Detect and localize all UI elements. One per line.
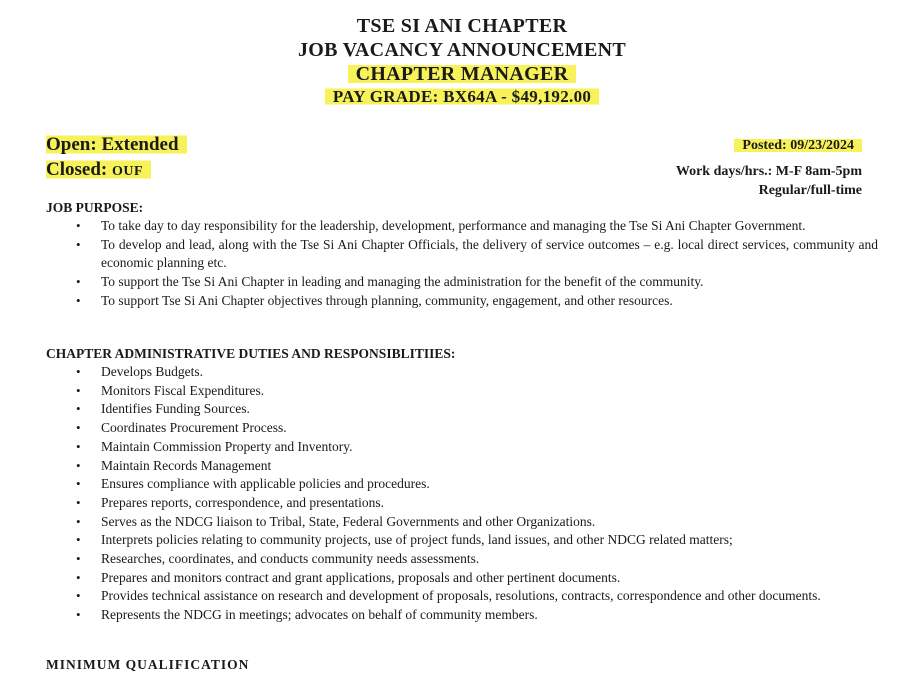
- document-header: [0, 14, 924, 108]
- closed-label: Closed:: [46, 159, 108, 180]
- open-value: Extended: [101, 134, 179, 155]
- closed-status: [46, 159, 151, 180]
- duties-section: [46, 345, 878, 625]
- list-item: • Prepares and monitors contract and grant applications, proposals and other pertinent documents.: [101, 569, 878, 588]
- open-label: Open:: [46, 134, 97, 155]
- work-days-hours: Work days/hrs.: M-F 8am-5pm: [675, 164, 862, 179]
- list-item: • Serves as the NDCG liaison to Tribal, State, Federal Governments and other Organizations.: [101, 513, 878, 532]
- list-item: • Researches, coordinates, and conducts community needs assessments.: [101, 550, 878, 569]
- list-item: • Coordinates Procurement Process.: [101, 419, 878, 438]
- closed-value: OUF: [111, 164, 144, 179]
- vacancy-status: [46, 132, 187, 184]
- list-item: • Maintain Commission Property and Inventory.: [101, 438, 878, 457]
- minimum-qualification-title: MINIMUM QUALIFICATION: [46, 657, 250, 672]
- announcement-title: JOB VACANCY ANNOUNCEMENT: [298, 39, 626, 61]
- job-purpose-title: JOB PURPOSE:: [46, 200, 144, 215]
- job-purpose-section: [46, 199, 878, 311]
- list-item: • Develops Budgets.: [101, 363, 878, 382]
- list-item: • Ensures compliance with applicable policies and procedures.: [101, 475, 878, 494]
- open-status: [46, 134, 187, 155]
- list-item: • Represents the NDCG in meetings; advocates on behalf of community members.: [101, 606, 878, 625]
- duties-title: CHAPTER ADMINISTRATIVE DUTIES AND RESPONSIBLITIIES:: [46, 346, 456, 361]
- list-item: • To develop and lead, along with the Tse Si Ani Chapter Officials, the delivery of service outcomes – e.g. local direct services, community and economic planning etc.: [101, 236, 878, 273]
- list-item: • To support Tse Si Ani Chapter objectives through planning, community, engagement, and other resources.: [101, 292, 878, 311]
- position-title: CHAPTER MANAGER: [348, 63, 577, 85]
- list-item: • Interprets policies relating to community projects, use of project funds, land issues, and other NDCG related matters;: [101, 531, 878, 550]
- posted-date: Posted: 09/23/2024: [734, 138, 862, 153]
- posting-info: [676, 136, 862, 200]
- duties-list: [46, 363, 878, 625]
- employment-type: Regular/full-time: [758, 183, 862, 198]
- list-item: • To take day to day responsibility for the leadership, development, performance and managing the Tse Si Ani Chapter Government.: [101, 217, 878, 236]
- list-item: • Provides technical assistance on research and development of proposals, resolutions, contracts, correspondence and other documents.: [101, 587, 878, 606]
- list-item: • Prepares reports, correspondence, and presentations.: [101, 494, 878, 513]
- job-purpose-list: [46, 217, 878, 311]
- chapter-name: TSE SI ANI CHAPTER: [356, 15, 568, 37]
- pay-grade: PAY GRADE: BX64A - $49,192.00: [325, 87, 599, 106]
- list-item: • To support the Tse Si Ani Chapter in leading and managing the administration for the benefit of the community.: [101, 273, 878, 292]
- list-item: • Monitors Fiscal Expenditures.: [101, 382, 878, 401]
- list-item: • Identifies Funding Sources.: [101, 400, 878, 419]
- list-item: • Maintain Records Management: [101, 457, 878, 476]
